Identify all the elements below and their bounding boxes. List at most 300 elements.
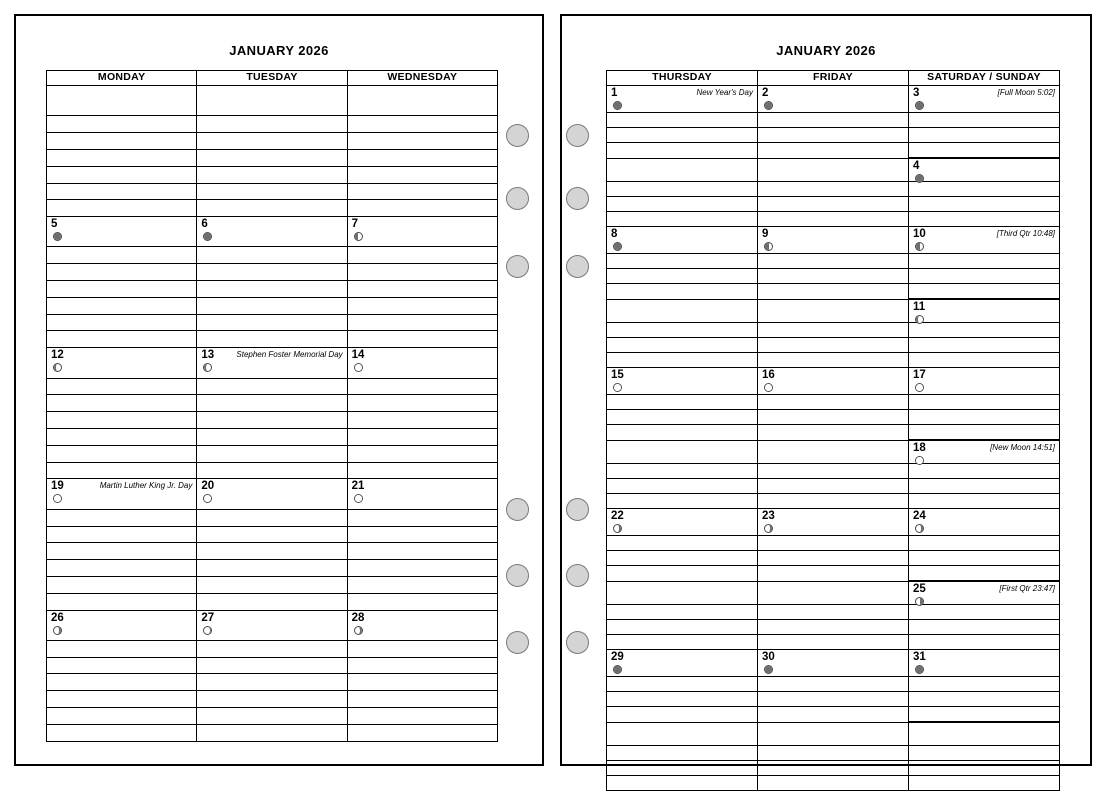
ruled-line-cell[interactable] bbox=[347, 378, 497, 395]
ruled-line-cell[interactable] bbox=[347, 297, 497, 314]
day-cell[interactable] bbox=[758, 509, 909, 536]
ruled-line-cell[interactable] bbox=[47, 395, 197, 412]
ruled-line-row[interactable] bbox=[47, 576, 498, 593]
ruled-line-cell[interactable] bbox=[197, 378, 347, 395]
day-cell[interactable] bbox=[47, 217, 197, 247]
ruled-line-cell[interactable] bbox=[197, 116, 347, 133]
ruled-line-cell[interactable] bbox=[47, 183, 197, 200]
ruled-line-cell[interactable] bbox=[47, 560, 197, 577]
ruled-line-row[interactable] bbox=[47, 674, 498, 691]
ruled-line-row[interactable] bbox=[47, 640, 498, 657]
ruled-line-cell[interactable] bbox=[909, 143, 1060, 159]
week-row bbox=[47, 479, 498, 509]
ruled-line-cell[interactable] bbox=[347, 331, 497, 348]
ruled-line-cell[interactable] bbox=[607, 605, 758, 620]
ruled-line-cell[interactable] bbox=[607, 620, 758, 635]
ruled-line-cell[interactable] bbox=[909, 197, 1060, 212]
ruled-line-cell[interactable] bbox=[607, 722, 758, 746]
ruled-line-cell[interactable] bbox=[197, 593, 347, 610]
ruled-line-cell[interactable] bbox=[197, 183, 347, 200]
ruled-line-cell[interactable] bbox=[197, 526, 347, 543]
ruled-line-cell[interactable] bbox=[347, 691, 497, 708]
ruled-line-cell[interactable] bbox=[758, 635, 909, 650]
ruled-line-cell[interactable] bbox=[47, 149, 197, 166]
ruled-line-cell[interactable] bbox=[758, 143, 909, 159]
ruled-line-cell[interactable] bbox=[47, 200, 197, 217]
ruled-line-row[interactable] bbox=[47, 509, 498, 526]
ruled-line-cell[interactable] bbox=[607, 284, 758, 300]
ruled-line-cell[interactable] bbox=[47, 657, 197, 674]
ruled-line-row[interactable] bbox=[47, 526, 498, 543]
day-cell[interactable] bbox=[197, 479, 347, 509]
ruled-line-cell[interactable] bbox=[47, 281, 197, 298]
ruled-line-cell[interactable] bbox=[607, 479, 758, 494]
ruled-line-cell[interactable] bbox=[607, 566, 758, 582]
ruled-line-cell[interactable] bbox=[607, 707, 758, 723]
ruled-line-cell[interactable] bbox=[909, 707, 1060, 723]
ruled-line-cell[interactable] bbox=[909, 182, 1060, 197]
ruled-line-cell[interactable] bbox=[47, 462, 197, 479]
ruled-line-cell[interactable] bbox=[909, 353, 1060, 368]
ruled-line-cell[interactable] bbox=[909, 128, 1060, 143]
ruled-line-cell[interactable] bbox=[347, 200, 497, 217]
ruled-line-cell[interactable] bbox=[607, 212, 758, 227]
ruled-line-cell[interactable] bbox=[197, 657, 347, 674]
ruled-line-cell[interactable] bbox=[909, 776, 1060, 791]
ruled-line-cell[interactable] bbox=[909, 479, 1060, 494]
ruled-line-cell[interactable] bbox=[758, 197, 909, 212]
ruled-line-cell[interactable] bbox=[47, 593, 197, 610]
ruled-line-row[interactable] bbox=[607, 551, 1060, 566]
ruled-line-cell[interactable] bbox=[47, 247, 197, 264]
ruled-line-cell[interactable] bbox=[758, 620, 909, 635]
ruled-line-cell[interactable] bbox=[758, 677, 909, 692]
ruled-line-row[interactable] bbox=[47, 395, 498, 412]
ruled-line-row[interactable] bbox=[607, 143, 1060, 159]
ruled-line-row[interactable] bbox=[607, 566, 1060, 582]
ruled-line-cell[interactable] bbox=[197, 724, 347, 741]
ruled-line-cell[interactable] bbox=[607, 776, 758, 791]
ruled-line-cell[interactable] bbox=[909, 254, 1060, 269]
ruled-line-cell[interactable] bbox=[607, 143, 758, 159]
ruled-line-cell[interactable] bbox=[758, 269, 909, 284]
ruled-line-row[interactable] bbox=[607, 395, 1060, 410]
ruled-line-row[interactable] bbox=[607, 410, 1060, 425]
ruled-line-row[interactable] bbox=[607, 182, 1060, 197]
ruled-line-cell[interactable] bbox=[758, 605, 909, 620]
ruled-line-cell[interactable] bbox=[347, 395, 497, 412]
ruled-line-cell[interactable] bbox=[347, 708, 497, 725]
ruled-line-cell[interactable] bbox=[607, 440, 758, 464]
ruled-line-row[interactable] bbox=[47, 264, 498, 281]
ruled-line-row[interactable] bbox=[607, 479, 1060, 494]
ruled-line-cell[interactable] bbox=[347, 281, 497, 298]
ruled-line-cell[interactable] bbox=[758, 158, 909, 182]
ruled-line-row[interactable] bbox=[607, 776, 1060, 791]
ruled-line-cell[interactable] bbox=[607, 425, 758, 441]
day-cell[interactable] bbox=[607, 227, 758, 254]
ruled-line-row[interactable] bbox=[607, 494, 1060, 509]
ruled-line-row[interactable] bbox=[607, 353, 1060, 368]
ruled-line-cell[interactable] bbox=[607, 746, 758, 761]
ruled-line-cell[interactable] bbox=[347, 166, 497, 183]
ruled-line-row[interactable] bbox=[607, 635, 1060, 650]
day-cell[interactable] bbox=[197, 86, 347, 116]
day-cell[interactable] bbox=[197, 610, 347, 640]
ruled-line-cell[interactable] bbox=[758, 494, 909, 509]
moon-phase-icon bbox=[915, 665, 924, 674]
ruled-line-cell[interactable] bbox=[47, 576, 197, 593]
ruled-line-cell[interactable] bbox=[909, 551, 1060, 566]
ruled-line-row[interactable] bbox=[607, 284, 1060, 300]
ruled-line-cell[interactable] bbox=[607, 410, 758, 425]
ruled-line-row[interactable] bbox=[47, 593, 498, 610]
ruled-line-cell[interactable] bbox=[909, 425, 1060, 441]
moon-phase-icon bbox=[354, 232, 363, 241]
ruled-line-cell[interactable] bbox=[758, 536, 909, 551]
ruled-line-row[interactable] bbox=[607, 464, 1060, 479]
ruled-line-cell[interactable] bbox=[607, 536, 758, 551]
ruled-line-cell[interactable] bbox=[197, 708, 347, 725]
day-cell[interactable] bbox=[347, 86, 497, 116]
ruled-line-cell[interactable] bbox=[347, 412, 497, 429]
moon-phase-icon bbox=[53, 363, 62, 372]
moon-phase-icon bbox=[613, 101, 622, 110]
ruled-line-cell[interactable] bbox=[47, 116, 197, 133]
ruled-line-cell[interactable] bbox=[197, 674, 347, 691]
ruled-line-row[interactable] bbox=[47, 560, 498, 577]
day-cell-sunday[interactable] bbox=[909, 299, 1060, 323]
ruled-line-cell[interactable] bbox=[607, 299, 758, 323]
ruled-line-row[interactable] bbox=[607, 425, 1060, 441]
ruled-line-cell[interactable] bbox=[347, 724, 497, 741]
ruled-line-cell[interactable] bbox=[47, 691, 197, 708]
ruled-line-cell[interactable] bbox=[197, 576, 347, 593]
ruled-line-cell[interactable] bbox=[909, 212, 1060, 227]
day-cell[interactable] bbox=[909, 227, 1060, 254]
ruled-line-cell[interactable] bbox=[347, 445, 497, 462]
ruled-line-row[interactable] bbox=[47, 691, 498, 708]
ruled-line-cell[interactable] bbox=[607, 113, 758, 128]
ruled-line-cell[interactable] bbox=[607, 269, 758, 284]
ruled-line-cell[interactable] bbox=[347, 247, 497, 264]
ruled-line-cell[interactable] bbox=[758, 113, 909, 128]
ruled-line-cell[interactable] bbox=[758, 440, 909, 464]
ruled-line-cell[interactable] bbox=[758, 776, 909, 791]
ruled-line-cell[interactable] bbox=[47, 264, 197, 281]
ruled-line-cell[interactable] bbox=[607, 353, 758, 368]
ruled-line-row[interactable] bbox=[47, 297, 498, 314]
ruled-line-cell[interactable] bbox=[607, 635, 758, 650]
day-number: 17 bbox=[913, 369, 926, 381]
ruled-line-row[interactable] bbox=[607, 620, 1060, 635]
ruled-line-row[interactable] bbox=[47, 149, 498, 166]
day-cell[interactable] bbox=[47, 610, 197, 640]
ruled-line-cell[interactable] bbox=[758, 254, 909, 269]
ruled-line-cell[interactable] bbox=[47, 428, 197, 445]
ruled-line-cell[interactable] bbox=[909, 677, 1060, 692]
ruled-line-cell[interactable] bbox=[909, 284, 1060, 300]
ruled-line-cell[interactable] bbox=[758, 551, 909, 566]
ruled-line-cell[interactable] bbox=[909, 620, 1060, 635]
ruled-line-cell[interactable] bbox=[758, 410, 909, 425]
ruled-line-row[interactable] bbox=[47, 166, 498, 183]
ruled-line-row[interactable] bbox=[607, 254, 1060, 269]
ruled-line-row[interactable] bbox=[607, 323, 1060, 338]
ruled-line-row[interactable] bbox=[607, 113, 1060, 128]
ruled-line-cell[interactable] bbox=[197, 331, 347, 348]
moon-phase-icon bbox=[764, 383, 773, 392]
ruled-line-row[interactable] bbox=[47, 314, 498, 331]
ruled-line-cell[interactable] bbox=[758, 761, 909, 776]
ruled-line-cell[interactable] bbox=[909, 566, 1060, 582]
ruled-line-cell[interactable] bbox=[607, 494, 758, 509]
ruled-line-cell[interactable] bbox=[197, 412, 347, 429]
ruled-line-cell[interactable] bbox=[347, 543, 497, 560]
ruled-line-row[interactable] bbox=[607, 761, 1060, 776]
ruled-line-cell[interactable] bbox=[607, 581, 758, 605]
ruled-line-cell[interactable] bbox=[347, 640, 497, 657]
ruled-line-row[interactable] bbox=[47, 708, 498, 725]
ruled-line-cell[interactable] bbox=[909, 494, 1060, 509]
ruled-line-cell[interactable] bbox=[347, 183, 497, 200]
ruled-line-row[interactable] bbox=[47, 412, 498, 429]
day-cell[interactable] bbox=[347, 610, 497, 640]
ruled-line-cell[interactable] bbox=[347, 133, 497, 150]
ruled-line-cell[interactable] bbox=[197, 149, 347, 166]
day-cell[interactable] bbox=[607, 509, 758, 536]
ruled-line-cell[interactable] bbox=[909, 395, 1060, 410]
ruled-line-row[interactable] bbox=[47, 428, 498, 445]
ruled-line-cell[interactable] bbox=[197, 428, 347, 445]
ruled-line-cell[interactable] bbox=[347, 462, 497, 479]
moon-phase-icon bbox=[53, 494, 62, 503]
sunday-row bbox=[607, 299, 1060, 323]
ruled-line-cell[interactable] bbox=[197, 264, 347, 281]
day-cell[interactable] bbox=[758, 86, 909, 113]
ruled-line-row[interactable] bbox=[607, 269, 1060, 284]
ruled-line-cell[interactable] bbox=[607, 323, 758, 338]
day-cell[interactable] bbox=[197, 217, 347, 247]
ruled-line-cell[interactable] bbox=[758, 707, 909, 723]
ruled-line-cell[interactable] bbox=[607, 182, 758, 197]
ruled-line-cell[interactable] bbox=[607, 158, 758, 182]
ruled-line-cell[interactable] bbox=[909, 113, 1060, 128]
ruled-line-cell[interactable] bbox=[347, 593, 497, 610]
ruled-line-row[interactable] bbox=[47, 543, 498, 560]
ruled-line-cell[interactable] bbox=[758, 692, 909, 707]
ruled-line-cell[interactable] bbox=[909, 536, 1060, 551]
ruled-line-row[interactable] bbox=[607, 692, 1060, 707]
day-cell[interactable] bbox=[47, 86, 197, 116]
ruled-line-row[interactable] bbox=[607, 197, 1060, 212]
day-cell[interactable] bbox=[47, 479, 197, 509]
ruled-line-row[interactable] bbox=[607, 707, 1060, 723]
ruled-line-row[interactable] bbox=[47, 657, 498, 674]
day-cell[interactable] bbox=[909, 509, 1060, 536]
ruled-line-cell[interactable] bbox=[347, 264, 497, 281]
ruled-line-cell[interactable] bbox=[47, 297, 197, 314]
ruled-line-cell[interactable] bbox=[347, 428, 497, 445]
binder-ring bbox=[566, 631, 589, 654]
day-cell[interactable] bbox=[47, 348, 197, 378]
ruled-line-cell[interactable] bbox=[197, 691, 347, 708]
ruled-line-cell[interactable] bbox=[758, 746, 909, 761]
ruled-line-cell[interactable] bbox=[197, 640, 347, 657]
day-cell[interactable] bbox=[758, 227, 909, 254]
ruled-line-cell[interactable] bbox=[758, 338, 909, 353]
ruled-line-cell[interactable] bbox=[47, 724, 197, 741]
day-cell[interactable] bbox=[607, 650, 758, 677]
ruled-line-row[interactable] bbox=[607, 677, 1060, 692]
day-cell[interactable] bbox=[909, 86, 1060, 113]
day-cell[interactable] bbox=[607, 368, 758, 395]
ruled-line-cell[interactable] bbox=[47, 708, 197, 725]
ruled-line-cell[interactable] bbox=[607, 761, 758, 776]
ruled-line-cell[interactable] bbox=[758, 722, 909, 746]
ruled-line-cell[interactable] bbox=[347, 674, 497, 691]
ruled-line-cell[interactable] bbox=[758, 323, 909, 338]
ruled-line-row[interactable] bbox=[47, 724, 498, 741]
ruled-line-cell[interactable] bbox=[47, 640, 197, 657]
ruled-line-cell[interactable] bbox=[607, 338, 758, 353]
ruled-line-cell[interactable] bbox=[909, 635, 1060, 650]
day-cell[interactable] bbox=[197, 348, 347, 378]
ruled-line-cell[interactable] bbox=[347, 576, 497, 593]
ruled-line-row[interactable] bbox=[47, 462, 498, 479]
ruled-line-cell[interactable] bbox=[909, 269, 1060, 284]
ruled-line-cell[interactable] bbox=[909, 761, 1060, 776]
ruled-line-cell[interactable] bbox=[47, 674, 197, 691]
ruled-line-row[interactable] bbox=[607, 338, 1060, 353]
ruled-line-row[interactable] bbox=[47, 183, 498, 200]
ruled-line-cell[interactable] bbox=[909, 338, 1060, 353]
ruled-line-cell[interactable] bbox=[758, 299, 909, 323]
ruled-line-cell[interactable] bbox=[47, 412, 197, 429]
ruled-line-cell[interactable] bbox=[909, 464, 1060, 479]
ruled-line-row[interactable] bbox=[47, 247, 498, 264]
ruled-line-cell[interactable] bbox=[347, 149, 497, 166]
ruled-line-cell[interactable] bbox=[607, 464, 758, 479]
ruled-line-cell[interactable] bbox=[47, 314, 197, 331]
ruled-line-cell[interactable] bbox=[758, 464, 909, 479]
ruled-line-cell[interactable] bbox=[197, 543, 347, 560]
ruled-line-row[interactable] bbox=[47, 281, 498, 298]
ruled-line-cell[interactable] bbox=[47, 166, 197, 183]
ruled-line-cell[interactable] bbox=[909, 323, 1060, 338]
ruled-line-row[interactable] bbox=[47, 331, 498, 348]
ruled-line-cell[interactable] bbox=[197, 247, 347, 264]
ruled-line-cell[interactable] bbox=[607, 197, 758, 212]
day-cell[interactable] bbox=[347, 217, 497, 247]
ruled-line-cell[interactable] bbox=[47, 445, 197, 462]
ruled-line-cell[interactable] bbox=[758, 182, 909, 197]
ruled-line-cell[interactable] bbox=[758, 284, 909, 300]
left-page-grid bbox=[46, 70, 498, 742]
ruled-line-cell[interactable] bbox=[197, 445, 347, 462]
ruled-line-cell[interactable] bbox=[758, 566, 909, 582]
day-cell[interactable] bbox=[607, 86, 758, 113]
ruled-line-row[interactable] bbox=[47, 378, 498, 395]
ruled-line-cell[interactable] bbox=[47, 509, 197, 526]
ruled-line-cell[interactable] bbox=[758, 581, 909, 605]
ruled-line-cell[interactable] bbox=[197, 509, 347, 526]
day-cell[interactable] bbox=[758, 368, 909, 395]
day-cell-sunday[interactable] bbox=[909, 722, 1060, 746]
day-cell[interactable] bbox=[758, 650, 909, 677]
ruled-line-cell[interactable] bbox=[758, 479, 909, 494]
ruled-line-cell[interactable] bbox=[47, 331, 197, 348]
day-cell[interactable] bbox=[347, 348, 497, 378]
ruled-line-cell[interactable] bbox=[758, 353, 909, 368]
ruled-line-cell[interactable] bbox=[197, 166, 347, 183]
ruled-line-cell[interactable] bbox=[347, 116, 497, 133]
ruled-line-row[interactable] bbox=[47, 200, 498, 217]
ruled-line-cell[interactable] bbox=[607, 254, 758, 269]
ruled-line-cell[interactable] bbox=[758, 425, 909, 441]
ruled-line-row[interactable] bbox=[607, 536, 1060, 551]
day-cell[interactable] bbox=[909, 650, 1060, 677]
ruled-line-cell[interactable] bbox=[47, 378, 197, 395]
ruled-line-cell[interactable] bbox=[197, 395, 347, 412]
ruled-line-cell[interactable] bbox=[909, 410, 1060, 425]
column-header-friday: FRIDAY bbox=[758, 71, 909, 86]
ruled-line-row[interactable] bbox=[607, 605, 1060, 620]
sunday-row bbox=[607, 440, 1060, 464]
ruled-line-cell[interactable] bbox=[47, 526, 197, 543]
ruled-line-row[interactable] bbox=[607, 128, 1060, 143]
ruled-line-cell[interactable] bbox=[197, 560, 347, 577]
ruled-line-row[interactable] bbox=[47, 133, 498, 150]
moon-phase-icon bbox=[354, 626, 363, 635]
ruled-line-row[interactable] bbox=[607, 212, 1060, 227]
ruled-line-cell[interactable] bbox=[47, 543, 197, 560]
ruled-line-cell[interactable] bbox=[758, 128, 909, 143]
ruled-line-cell[interactable] bbox=[197, 462, 347, 479]
day-cell-sunday[interactable] bbox=[909, 158, 1060, 182]
ruled-line-cell[interactable] bbox=[909, 746, 1060, 761]
ruled-line-cell[interactable] bbox=[197, 200, 347, 217]
ruled-line-cell[interactable] bbox=[607, 128, 758, 143]
ruled-line-row[interactable] bbox=[47, 116, 498, 133]
ruled-line-cell[interactable] bbox=[347, 526, 497, 543]
ruled-line-cell[interactable] bbox=[197, 133, 347, 150]
ruled-line-cell[interactable] bbox=[607, 692, 758, 707]
ruled-line-cell[interactable] bbox=[909, 692, 1060, 707]
ruled-line-cell[interactable] bbox=[47, 133, 197, 150]
ruled-line-cell[interactable] bbox=[197, 297, 347, 314]
ruled-line-cell[interactable] bbox=[607, 551, 758, 566]
ruled-line-cell[interactable] bbox=[758, 212, 909, 227]
ruled-line-cell[interactable] bbox=[347, 314, 497, 331]
ruled-line-row[interactable] bbox=[607, 746, 1060, 761]
ruled-line-cell[interactable] bbox=[197, 314, 347, 331]
day-cell-sunday[interactable] bbox=[909, 581, 1060, 605]
day-cell[interactable] bbox=[347, 479, 497, 509]
day-cell[interactable] bbox=[909, 368, 1060, 395]
ruled-line-cell[interactable] bbox=[607, 677, 758, 692]
ruled-line-cell[interactable] bbox=[909, 605, 1060, 620]
ruled-line-row[interactable] bbox=[47, 445, 498, 462]
ruled-line-cell[interactable] bbox=[758, 395, 909, 410]
ruled-line-cell[interactable] bbox=[197, 281, 347, 298]
ruled-line-cell[interactable] bbox=[347, 509, 497, 526]
ruled-line-cell[interactable] bbox=[347, 560, 497, 577]
day-number: 10 bbox=[913, 228, 926, 240]
ruled-line-cell[interactable] bbox=[607, 395, 758, 410]
day-cell-sunday[interactable] bbox=[909, 440, 1060, 464]
ruled-line-cell[interactable] bbox=[347, 657, 497, 674]
